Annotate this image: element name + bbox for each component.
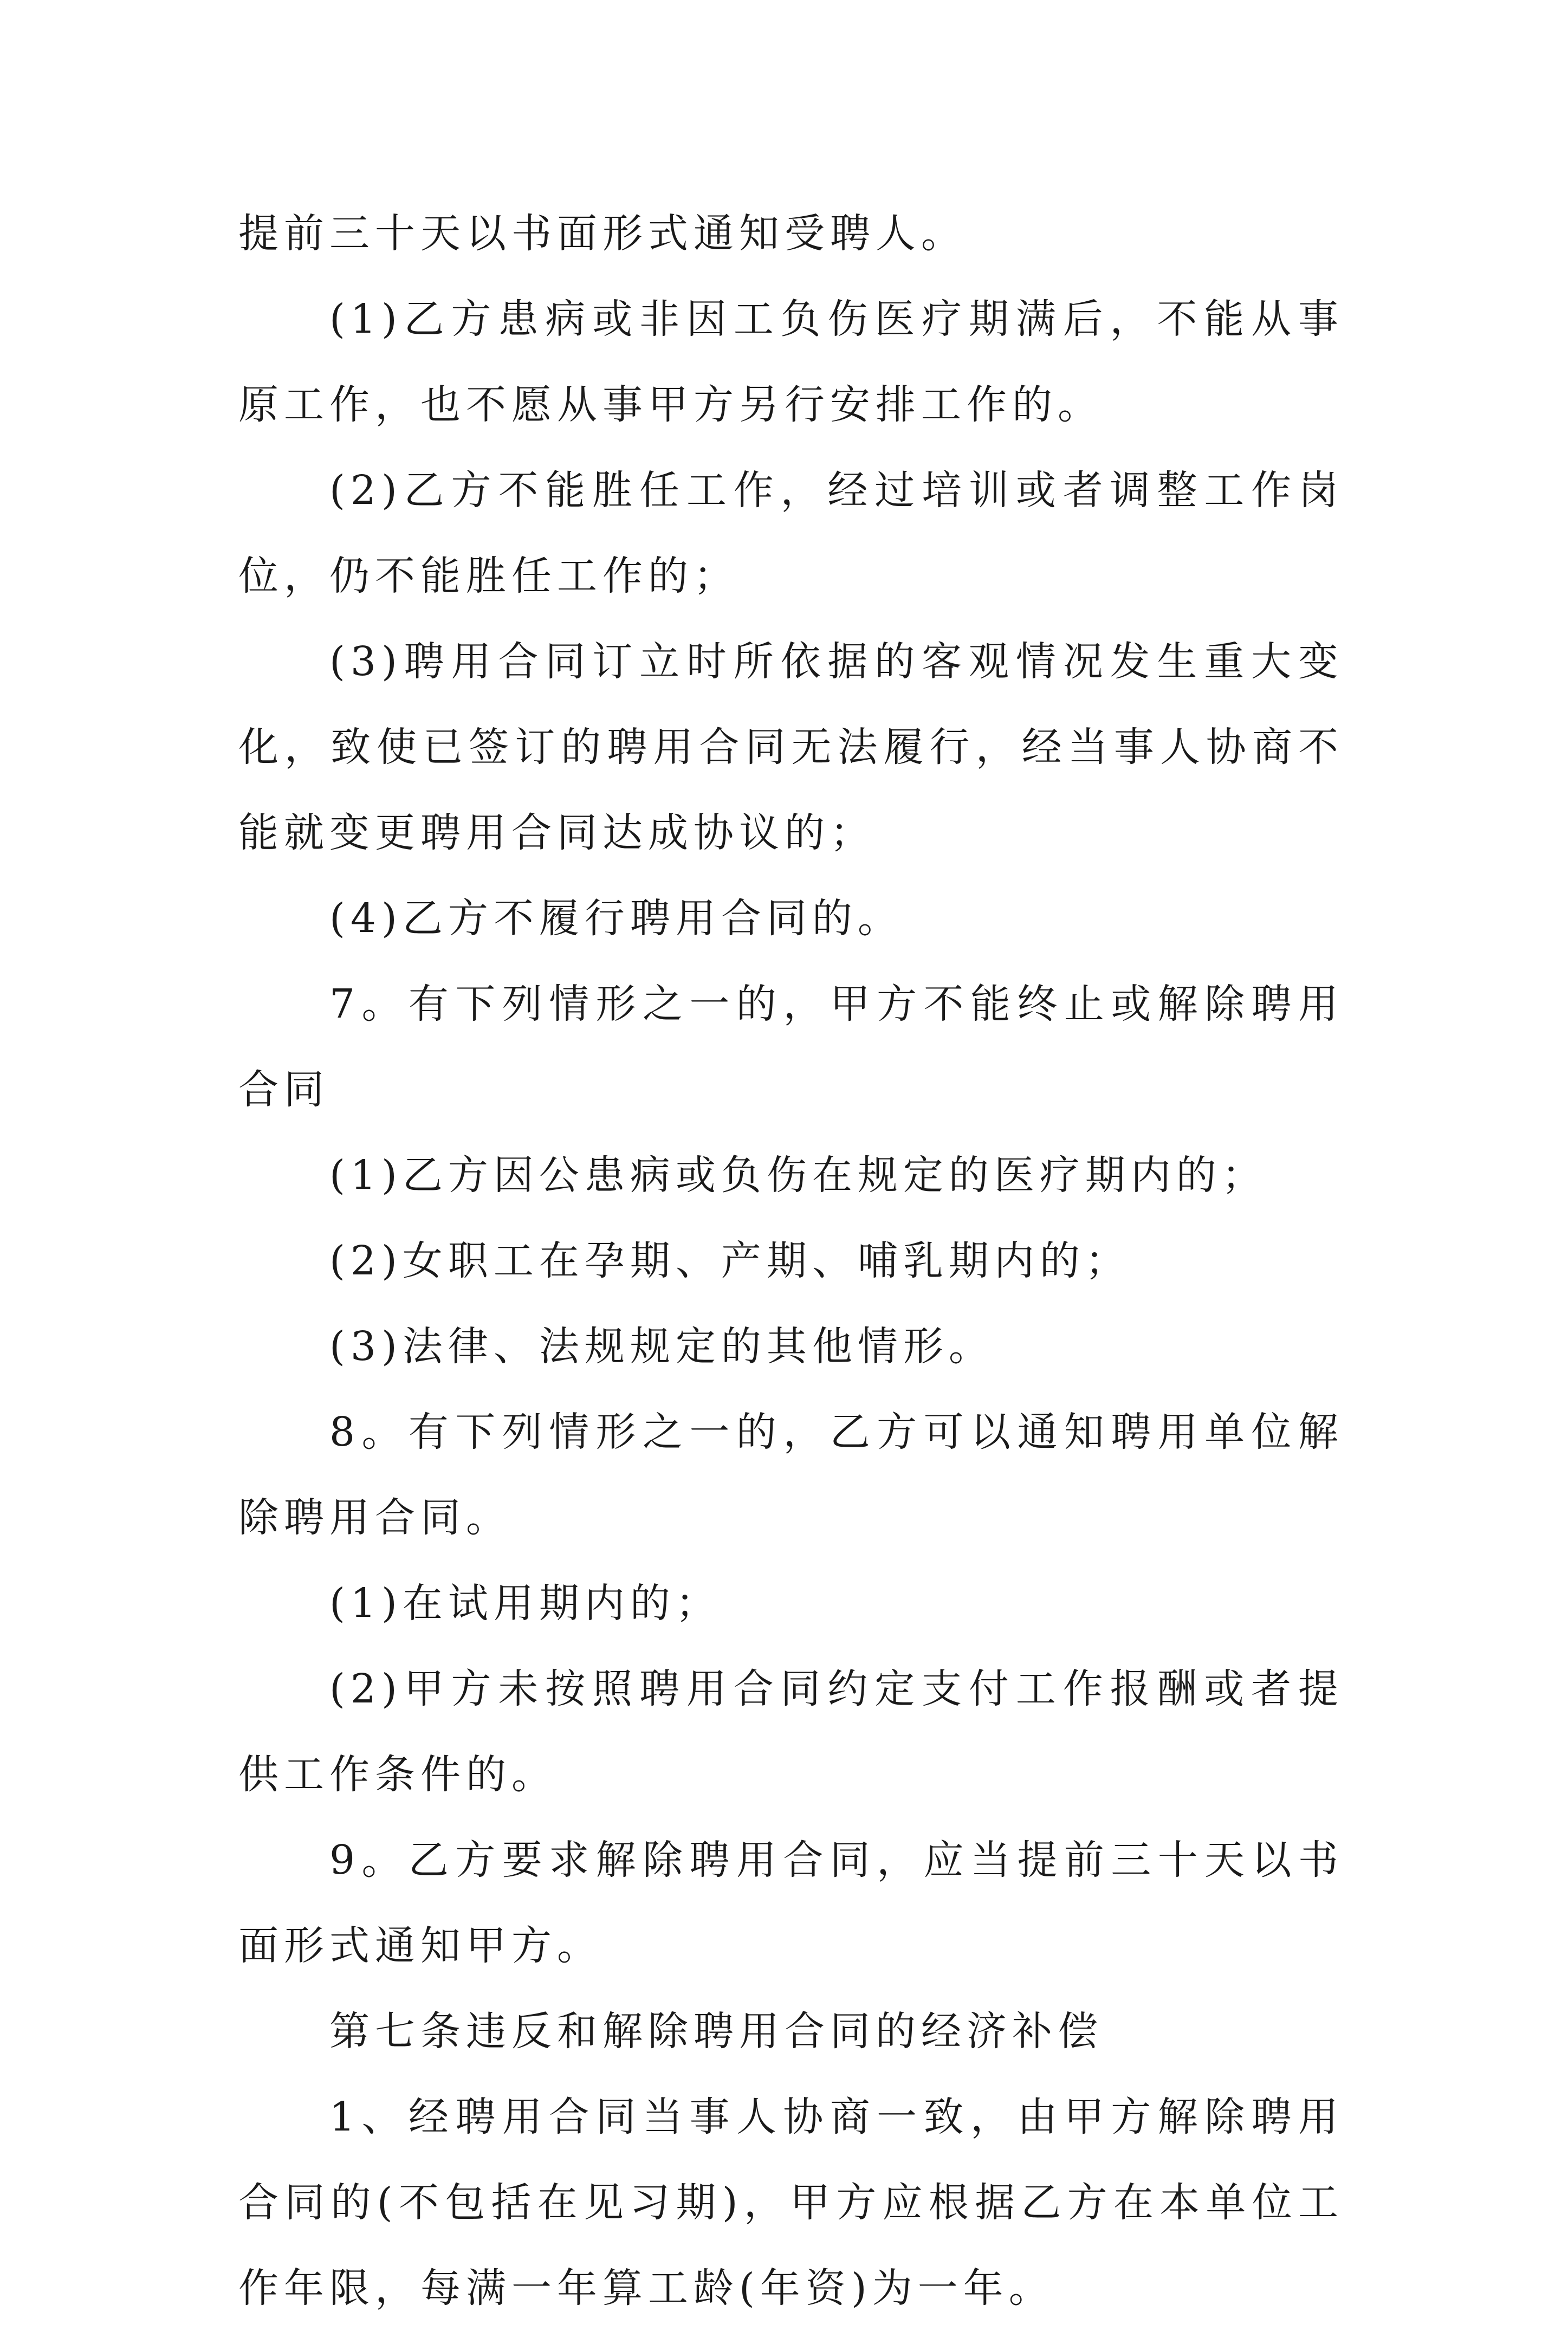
paragraph-2: (1)乙方患病或非因工负伤医疗期满后，不能从事原工作，也不愿从事甲方另行安排工作的。 (238, 296, 1344, 428)
paragraph-15: 1、经聘用合同当事人协商一致，由甲方解除聘用合同的(不包括在见习期)，甲方应根据乙方在本单位工作年限，每满一年算工龄(年资)为一年。 (238, 2094, 1344, 2311)
paragraph-1: 提前三十天以书面形式通知受聘人。 (238, 210, 967, 257)
paragraph-11: (1)在试用期内的； (329, 1580, 721, 1627)
paragraph-10: 8。有下列情形之一的，乙方可以通知聘用单位解除聘用合同。 (238, 1409, 1344, 1541)
paragraph-7: (1)乙方因公患病或负伤在规定的医疗期内的； (329, 1152, 1267, 1199)
paragraph-4: (3)聘用合同订立时所依据的客观情况发生重大变化，致使已签订的聘用合同无法履行，经当事人协商不能就变更聘用合同达成协议的； (238, 638, 1344, 856)
paragraph-13: 9。乙方要求解除聘用合同，应当提前三十天以书面形式通知甲方。 (238, 1837, 1344, 1969)
paragraph-6: 7。有下列情形之一的，甲方不能终止或解除聘用合同 (238, 981, 1344, 1113)
section-heading: 第七条违反和解除聘用合同的经济补偿 (329, 2008, 1103, 2055)
document-body (238, 191, 1344, 2331)
paragraph-12: (2)甲方未按照聘用合同约定支付工作报酬或者提供工作条件的。 (238, 1666, 1344, 1798)
paragraph-3: (2)乙方不能胜任工作，经过培训或者调整工作岗位，仍不能胜任工作的； (238, 467, 1344, 599)
paragraph-8: (2)女职工在孕期、产期、哺乳期内的； (329, 1238, 1131, 1284)
paragraph-9: (3)法律、法规规定的其他情形。 (329, 1323, 994, 1370)
paragraph-5: (4)乙方不履行聘用合同的。 (329, 895, 903, 942)
